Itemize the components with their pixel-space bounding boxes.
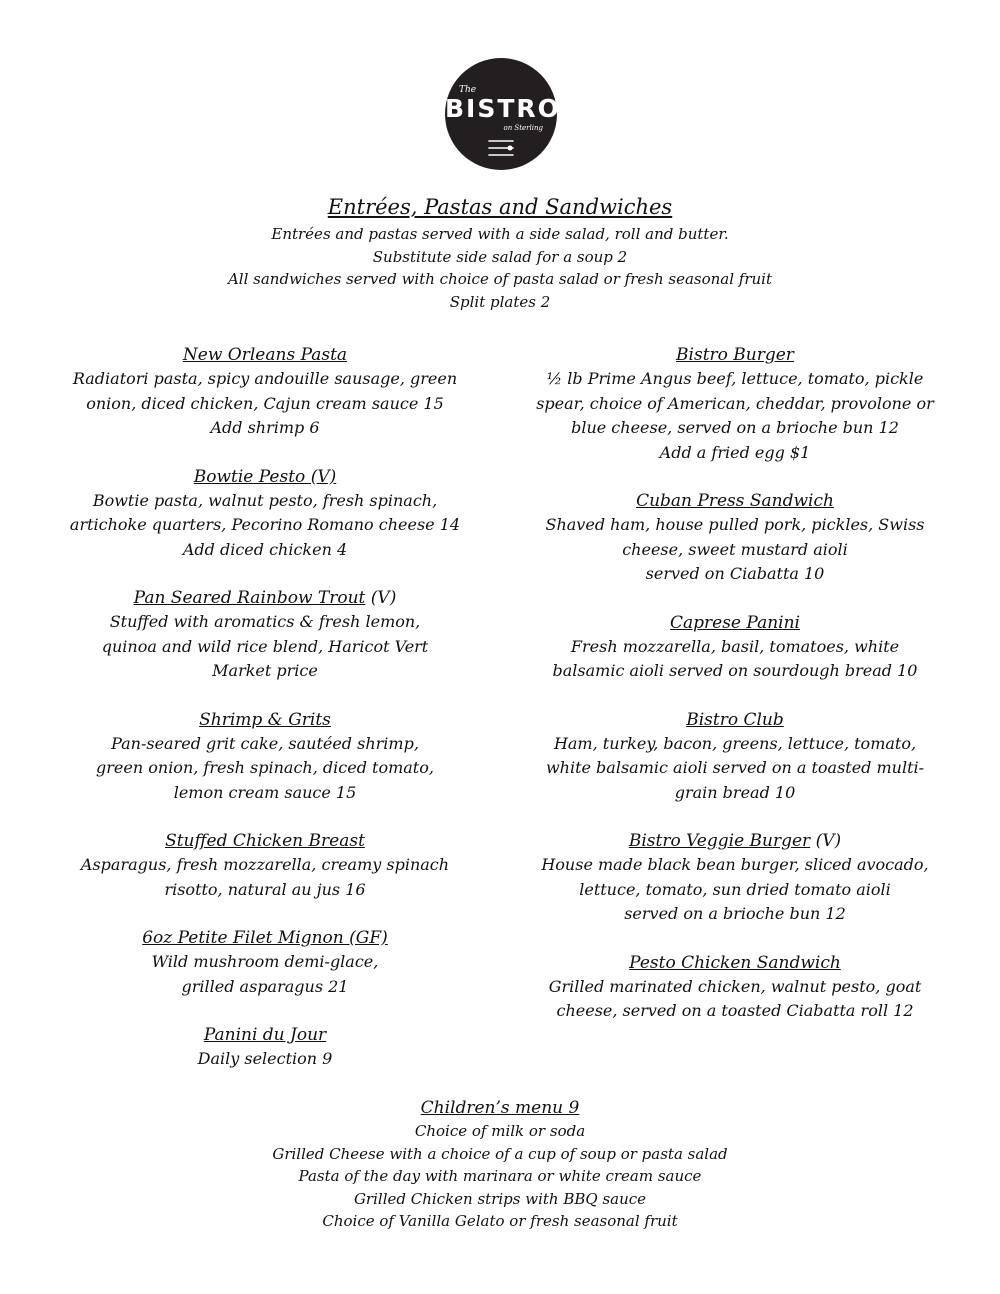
menu-item-description: onion, diced chicken, Cajun cream sauce 15 (86, 393, 444, 413)
menu-item-description: artichoke quarters, Pecorino Romano cheese 14 (69, 515, 461, 534)
header-note: Split plates 2 (449, 292, 551, 311)
menu-item-title: Shrimp & Grits (199, 709, 331, 730)
menu-item-name (510, 951, 960, 975)
menu-item-description: white balsamic aioli served on a toasted multi- (545, 758, 925, 777)
menu-item-title: New Orleans Pasta (182, 345, 348, 365)
menu-item-title: 6oz Petite Filet Mignon (GF) (142, 928, 388, 948)
menu-item-title: Caprese Panini (670, 612, 800, 633)
cutlery-icon (487, 138, 515, 158)
menu-item-description: grilled asparagus 21 (181, 976, 349, 996)
menu-item-description: cheese, served on a toasted Ciabatta roll 12 (556, 1001, 914, 1020)
menu-item-tag: (V) (810, 831, 842, 851)
menu-item-name (40, 1023, 490, 1047)
menu-item-name (510, 708, 960, 732)
menu-item-name (40, 829, 490, 853)
menu-item (40, 708, 490, 806)
bistro-logo (445, 58, 561, 170)
menu-item (40, 586, 490, 684)
menu-item-description: Stuffed with aromatics & fresh lemon, (109, 612, 421, 631)
menu-item-name (40, 708, 490, 732)
menu-item-name (510, 611, 960, 635)
header-note: All sandwiches served with choice of pasta salad or fresh seasonal fruit (227, 270, 773, 288)
menu-item-description: spear, choice of American, cheddar, provolone or (536, 393, 934, 413)
logo-word: BISTRO (445, 94, 561, 123)
menu-item-description: lemon cream sauce 15 (173, 782, 357, 802)
menu-item (510, 611, 960, 684)
logo-on-sterling: on Sterling (503, 124, 543, 132)
menu-item-title: Cuban Press Sandwich (636, 491, 834, 511)
menu-item-title: Bistro Club (686, 709, 784, 730)
menu-item-name (510, 489, 960, 513)
menu-item-addon: Add a fried egg $1 (659, 442, 811, 462)
menu-item (510, 951, 960, 1024)
menu-item-description: Pan-seared grit cake, sautéed shrimp, (111, 733, 419, 753)
right-column (510, 343, 960, 1048)
menu-item-name (510, 829, 960, 853)
left-column (40, 343, 490, 1096)
childrens-menu-line: Pasta of the day with marinara or white cream sauce (298, 1167, 702, 1185)
menu-item-addon: Add diced chicken 4 (182, 539, 348, 559)
menu-item-description: grain bread 10 (674, 782, 796, 802)
menu-item (510, 343, 960, 465)
menu-item-description: blue cheese, served on a brioche bun 12 (571, 418, 899, 437)
menu-item-description: Market price (212, 661, 318, 680)
menu-item-name (510, 343, 960, 367)
menu-item-description: served on a brioche bun 12 (624, 904, 846, 923)
header-note: Substitute side salad for a soup 2 (372, 247, 628, 266)
childrens-menu-line: Grilled Chicken strips with BBQ sauce (353, 1189, 647, 1208)
menu-item-addon: Daily selection 9 (197, 1049, 333, 1068)
menu-item-description: Fresh mozzarella, basil, tomatoes, white (570, 636, 900, 656)
menu-item-addon: Add shrimp 6 (210, 418, 320, 437)
childrens-menu-line: Choice of milk or soda (414, 1122, 586, 1140)
menu-item (40, 926, 490, 999)
menu-item-name (40, 465, 490, 489)
menu-item-description: ½ lb Prime Angus beef, lettuce, tomato, pickle (546, 369, 924, 388)
menu-item (40, 343, 490, 441)
childrens-menu-title: Children’s menu 9 (420, 1098, 580, 1118)
childrens-menu (0, 1096, 1000, 1233)
menu-item (510, 708, 960, 806)
menu-item-title: Pesto Chicken Sandwich (629, 952, 841, 973)
menu-item (40, 465, 490, 563)
menu-item-title: Bowtie Pesto (V) (193, 466, 337, 487)
menu-item (510, 489, 960, 587)
menu-item-description: Ham, turkey, bacon, greens, lettuce, tomato, (553, 733, 917, 753)
menu-title: Entrées, Pastas and Sandwiches (327, 195, 673, 219)
menu-item-description: lettuce, tomato, sun dried tomato aioli (579, 879, 891, 899)
menu-item-name (40, 343, 490, 367)
header-note: Entrées and pastas served with a side salad, roll and butter. (271, 225, 729, 243)
menu-item-description: served on Ciabatta 10 (645, 564, 825, 583)
menu-item-title: Bistro Veggie Burger (628, 831, 811, 851)
menu-item-name (40, 586, 490, 610)
menu-item-description: green onion, fresh spinach, diced tomato, (96, 758, 434, 777)
menu-item-description: cheese, sweet mustard aioli (622, 539, 848, 559)
menu-item-description: quinoa and wild rice blend, Haricot Vert (101, 636, 429, 656)
menu-item-description: Wild mushroom demi-glace, (151, 952, 379, 971)
menu-item-title: Bistro Burger (676, 345, 794, 365)
menu-item-description: House made black bean burger, sliced avocado, (541, 855, 929, 874)
menu-item-description: Shaved ham, house pulled pork, pickles, Swiss (545, 515, 925, 534)
menu-item-description: Radiatori pasta, spicy andouille sausage, green (72, 369, 458, 388)
menu-item-name (40, 926, 490, 950)
menu-item-tag: (V) (365, 588, 397, 608)
menu-item (40, 829, 490, 902)
menu-item-description: Bowtie pasta, walnut pesto, fresh spinach, (92, 490, 438, 510)
menu-item-description: risotto, natural au jus 16 (164, 879, 366, 899)
menu-item-title: Pan Seared Rainbow Trout (133, 588, 366, 608)
menu-item-description: balsamic aioli served on sourdough bread 10 (552, 661, 918, 680)
childrens-menu-line: Choice of Vanilla Gelato or fresh seasonal fruit (322, 1212, 678, 1230)
menu-item (510, 829, 960, 927)
menu-item (40, 1023, 490, 1072)
menu-item-description: Grilled marinated chicken, walnut pesto, goat (548, 976, 922, 996)
menu-item-title: Panini du Jour (203, 1025, 327, 1045)
logo-the: The (459, 85, 477, 95)
menu-item-description: Asparagus, fresh mozzarella, creamy spinach (80, 855, 450, 874)
menu-item-title: Stuffed Chicken Breast (165, 831, 365, 851)
menu-header (0, 195, 1000, 313)
childrens-menu-line: Grilled Cheese with a choice of a cup of soup or pasta salad (272, 1144, 728, 1163)
